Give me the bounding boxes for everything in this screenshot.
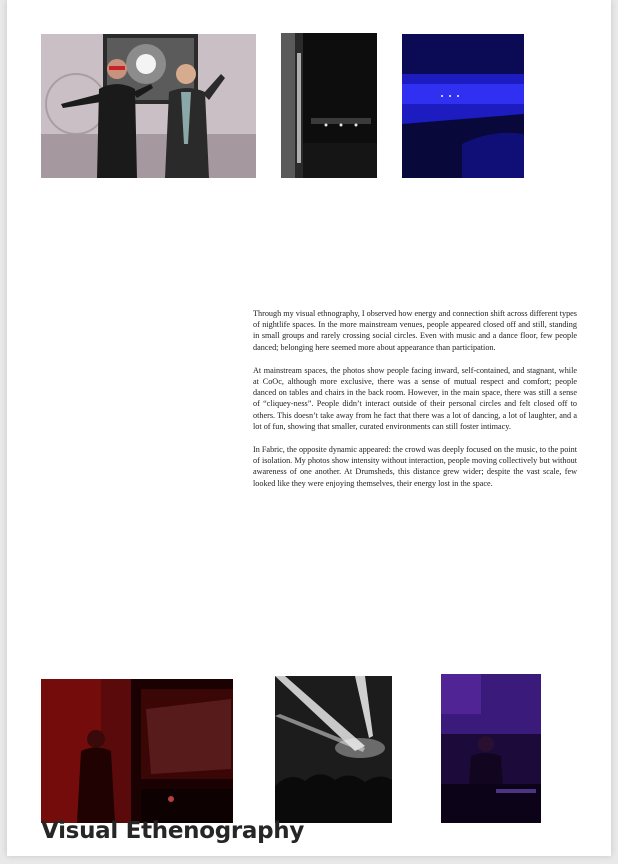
document-page — [7, 0, 611, 856]
photo-two-men-posing — [41, 34, 256, 178]
paragraph-2: At mainstream spaces, the photos show people facing inward, self-contained, and stagnant, while at CoOc, although more exclusive, there was a sense of mutual respect and comfort; people danced on tables and chairs in the back room. However, in the main space, there was still a sense of “cliquey-ness”. People didn’t interact outside of their personal circles and felt closed off to others. This doesn’t take away from he fact that there was a lot of dancing, a lot of laughter, and a lot of fun, showing that smaller, curated environments can still foster intimacy. — [253, 365, 577, 431]
photo-red-dj — [41, 679, 233, 823]
body-text — [253, 308, 577, 501]
paragraph-3: In Fabric, the opposite dynamic appeared: the crowd was deeply focused on the music, to the point of isolation. My photos show intensity without interaction, people moving collectively but without awareness of one another. At Drumsheds, this distance grew wider; despite the vast scale, few looked like they were enjoying themselves, their energy lost in the space. — [253, 445, 577, 488]
photo-dark-corridor — [281, 33, 377, 178]
photo-blue-stage — [402, 34, 524, 178]
photo-light-beams-crowd — [275, 676, 392, 823]
paragraph-1: Through my visual ethnography, I observed how energy and connection shift across different types of nightlife spaces. In the more mainstream venues, people appeared closed off and still, standing in small groups and rarely crossing social circles. Even with music and a dance floor, few people danced; belonging here seemed more about appearance than participation. — [253, 309, 577, 352]
photo-purple-dj — [441, 674, 541, 823]
document-title: Visual Ethenography — [41, 818, 305, 844]
